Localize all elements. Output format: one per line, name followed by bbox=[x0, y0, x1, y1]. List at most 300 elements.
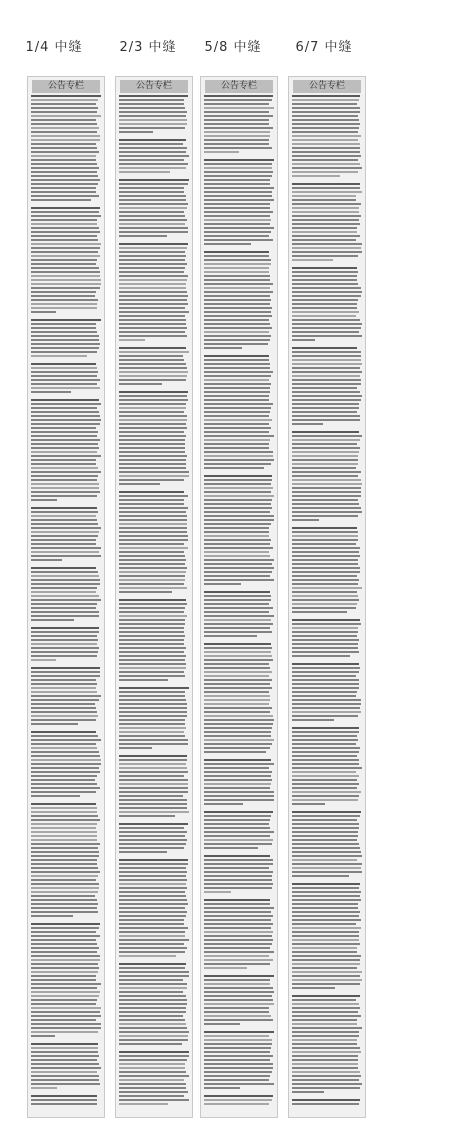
text-line bbox=[204, 391, 270, 393]
text-line bbox=[292, 867, 361, 869]
text-line bbox=[119, 727, 186, 729]
text-line bbox=[292, 959, 360, 961]
text-line bbox=[292, 579, 359, 581]
text-line bbox=[204, 411, 270, 413]
text-line bbox=[292, 243, 362, 245]
text-line bbox=[204, 863, 273, 865]
text-line bbox=[292, 899, 361, 901]
text-line bbox=[119, 527, 187, 529]
text-line bbox=[204, 383, 271, 385]
text-line bbox=[119, 367, 187, 369]
text-line bbox=[292, 99, 359, 101]
text-line bbox=[292, 135, 361, 137]
text-line bbox=[292, 995, 360, 997]
text-line bbox=[292, 763, 359, 765]
text-line bbox=[31, 1023, 101, 1025]
text-line bbox=[31, 195, 99, 197]
text-line bbox=[292, 571, 360, 573]
text-line bbox=[204, 159, 274, 161]
text-line bbox=[31, 759, 101, 761]
text-line bbox=[292, 1083, 362, 1085]
text-line bbox=[31, 991, 100, 993]
text-line bbox=[292, 627, 358, 629]
text-line bbox=[292, 703, 361, 705]
text-line bbox=[204, 431, 269, 433]
paragraph-gap bbox=[292, 1107, 362, 1111]
text-line bbox=[204, 151, 239, 153]
text-line bbox=[292, 907, 358, 909]
text-line bbox=[204, 271, 269, 273]
text-line bbox=[31, 539, 96, 541]
text-line bbox=[31, 883, 99, 885]
text-line bbox=[292, 835, 358, 837]
text-line bbox=[31, 103, 96, 105]
text-line bbox=[204, 963, 270, 965]
text-line bbox=[204, 171, 273, 173]
text-line bbox=[204, 307, 272, 309]
text-line bbox=[31, 419, 101, 421]
text-line bbox=[204, 827, 270, 829]
text-line bbox=[204, 687, 272, 689]
text-line bbox=[119, 379, 186, 381]
text-line bbox=[204, 611, 269, 613]
text-line bbox=[204, 427, 271, 429]
text-line bbox=[31, 363, 96, 365]
text-line bbox=[31, 803, 96, 805]
text-line bbox=[31, 671, 100, 673]
text-line bbox=[119, 419, 187, 421]
text-line bbox=[292, 143, 360, 145]
text-line bbox=[119, 151, 186, 153]
text-line bbox=[292, 947, 357, 949]
text-line bbox=[119, 159, 184, 161]
text-line bbox=[31, 655, 97, 657]
text-line bbox=[204, 1055, 273, 1057]
text-line bbox=[292, 231, 357, 233]
text-line bbox=[204, 983, 270, 985]
text-line bbox=[31, 255, 100, 257]
text-line bbox=[31, 491, 100, 493]
text-line bbox=[31, 495, 97, 497]
text-line bbox=[292, 283, 358, 285]
text-line bbox=[204, 491, 271, 493]
text-line bbox=[204, 327, 272, 329]
text-line bbox=[31, 711, 97, 713]
text-line bbox=[292, 747, 360, 749]
text-line bbox=[292, 923, 356, 925]
text-line bbox=[31, 163, 97, 165]
text-line bbox=[292, 323, 362, 325]
text-line bbox=[292, 131, 358, 133]
column-3-label: 5/8 中缝 bbox=[204, 40, 262, 55]
text-line bbox=[204, 627, 270, 629]
text-line bbox=[204, 643, 271, 645]
text-line bbox=[119, 399, 188, 401]
text-line bbox=[119, 887, 187, 889]
text-line bbox=[31, 375, 97, 377]
text-line bbox=[292, 435, 362, 437]
text-line bbox=[31, 695, 101, 697]
text-line bbox=[119, 839, 187, 841]
text-line bbox=[204, 595, 271, 597]
text-line bbox=[119, 783, 188, 785]
text-line bbox=[31, 1055, 99, 1057]
text-line bbox=[31, 231, 100, 233]
text-line bbox=[31, 859, 97, 861]
text-line bbox=[204, 679, 272, 681]
text-line bbox=[119, 739, 188, 741]
text-line bbox=[31, 123, 97, 125]
text-line bbox=[119, 907, 185, 909]
text-line bbox=[31, 731, 96, 733]
text-line bbox=[31, 947, 99, 949]
text-line bbox=[31, 519, 97, 521]
text-line bbox=[292, 695, 356, 697]
text-line bbox=[204, 867, 269, 869]
text-line bbox=[204, 1007, 269, 1009]
text-line bbox=[31, 439, 100, 441]
text-line bbox=[204, 535, 269, 537]
text-line bbox=[119, 1011, 186, 1013]
text-line bbox=[119, 1023, 186, 1025]
text-line bbox=[292, 639, 359, 641]
text-line bbox=[119, 535, 188, 537]
text-line bbox=[204, 1071, 272, 1073]
text-line bbox=[292, 939, 359, 941]
text-line bbox=[292, 803, 325, 805]
text-line bbox=[119, 927, 188, 929]
text-line bbox=[119, 559, 186, 561]
text-line bbox=[31, 463, 96, 465]
text-line bbox=[292, 759, 359, 761]
text-line bbox=[204, 111, 269, 113]
text-line bbox=[204, 735, 271, 737]
text-line bbox=[204, 927, 271, 929]
text-line bbox=[292, 767, 362, 769]
text-line bbox=[292, 479, 361, 481]
text-line bbox=[31, 1059, 97, 1061]
text-line bbox=[119, 139, 186, 141]
text-line bbox=[292, 655, 350, 657]
text-line bbox=[204, 747, 270, 749]
text-line bbox=[292, 139, 358, 141]
text-line bbox=[31, 903, 98, 905]
text-line bbox=[204, 839, 273, 841]
text-line bbox=[31, 887, 99, 889]
text-line bbox=[119, 779, 188, 781]
text-line bbox=[31, 739, 101, 741]
text-line bbox=[119, 411, 184, 413]
text-line bbox=[119, 1083, 186, 1085]
text-line bbox=[119, 587, 187, 589]
text-line bbox=[292, 839, 357, 841]
text-line bbox=[204, 211, 273, 213]
text-line bbox=[292, 319, 360, 321]
text-line bbox=[204, 183, 270, 185]
text-line bbox=[204, 359, 269, 361]
text-line bbox=[119, 931, 185, 933]
text-line bbox=[204, 623, 273, 625]
text-line bbox=[292, 699, 361, 701]
text-line bbox=[31, 1007, 101, 1009]
text-line bbox=[119, 647, 186, 649]
text-line bbox=[31, 367, 97, 369]
text-line bbox=[204, 235, 269, 237]
text-line bbox=[119, 119, 187, 121]
text-line bbox=[31, 115, 101, 117]
text-line bbox=[31, 499, 57, 501]
text-line bbox=[204, 995, 272, 997]
text-line bbox=[204, 475, 272, 477]
text-line bbox=[31, 779, 95, 781]
text-line bbox=[31, 323, 96, 325]
text-line bbox=[204, 219, 271, 221]
text-line bbox=[31, 659, 56, 661]
text-line bbox=[119, 979, 183, 981]
text-line bbox=[292, 503, 359, 505]
text-line bbox=[119, 319, 186, 321]
text-line bbox=[119, 1063, 185, 1065]
text-line bbox=[119, 679, 168, 681]
text-line bbox=[204, 1099, 272, 1101]
text-line bbox=[31, 847, 98, 849]
text-line bbox=[292, 259, 333, 261]
text-line bbox=[119, 883, 186, 885]
text-line bbox=[292, 567, 360, 569]
text-line bbox=[119, 767, 187, 769]
text-line bbox=[292, 607, 356, 609]
text-line bbox=[292, 171, 358, 173]
text-line bbox=[31, 95, 101, 97]
text-line bbox=[204, 187, 274, 189]
text-line bbox=[204, 399, 269, 401]
text-line bbox=[119, 615, 187, 617]
text-line bbox=[119, 871, 187, 873]
text-line bbox=[119, 95, 188, 97]
text-line bbox=[292, 687, 359, 689]
text-line bbox=[204, 439, 270, 441]
text-line bbox=[31, 271, 100, 273]
column-1-label: 1/4 中缝 bbox=[25, 40, 83, 55]
text-line bbox=[204, 1067, 273, 1069]
text-line bbox=[119, 827, 184, 829]
text-line bbox=[119, 1087, 186, 1089]
text-line bbox=[31, 615, 99, 617]
text-line bbox=[204, 195, 272, 197]
text-line bbox=[31, 675, 100, 677]
text-line bbox=[204, 299, 271, 301]
text-line bbox=[31, 683, 97, 685]
text-line bbox=[204, 463, 271, 465]
text-line bbox=[31, 951, 97, 953]
text-line bbox=[204, 519, 274, 521]
text-line bbox=[119, 299, 187, 301]
text-line bbox=[31, 879, 96, 881]
text-line bbox=[119, 667, 186, 669]
text-line bbox=[204, 191, 272, 193]
text-line bbox=[204, 899, 270, 901]
text-line bbox=[119, 167, 186, 169]
text-line bbox=[119, 271, 184, 273]
text-line bbox=[119, 499, 184, 501]
text-line bbox=[31, 763, 101, 765]
text-line bbox=[204, 279, 270, 281]
text-line bbox=[119, 347, 186, 349]
text-line bbox=[292, 811, 361, 813]
text-line bbox=[31, 567, 96, 569]
text-line bbox=[204, 831, 274, 833]
text-line bbox=[119, 275, 188, 277]
text-line bbox=[292, 783, 359, 785]
text-line bbox=[119, 759, 187, 761]
text-line bbox=[292, 467, 356, 469]
text-line bbox=[119, 771, 188, 773]
text-line bbox=[204, 207, 270, 209]
text-line bbox=[31, 771, 100, 773]
text-line bbox=[292, 311, 359, 313]
text-line bbox=[31, 275, 100, 277]
text-line bbox=[204, 283, 273, 285]
text-line bbox=[292, 739, 358, 741]
text-line bbox=[31, 915, 73, 917]
text-line bbox=[204, 243, 251, 245]
text-line bbox=[204, 551, 269, 553]
paragraph-gap bbox=[204, 1107, 274, 1111]
text-line bbox=[31, 595, 99, 597]
text-line bbox=[292, 255, 358, 257]
text-line bbox=[292, 223, 360, 225]
text-line bbox=[31, 603, 97, 605]
text-line bbox=[31, 343, 100, 345]
text-line bbox=[292, 987, 335, 989]
text-line bbox=[119, 731, 184, 733]
text-line bbox=[119, 1015, 183, 1017]
text-line bbox=[292, 203, 361, 205]
text-line bbox=[204, 483, 271, 485]
text-line bbox=[119, 383, 162, 385]
text-line bbox=[31, 775, 97, 777]
text-line bbox=[31, 863, 97, 865]
text-line bbox=[204, 259, 271, 261]
text-line bbox=[292, 883, 360, 885]
text-line bbox=[292, 643, 358, 645]
text-line bbox=[292, 683, 359, 685]
text-line bbox=[204, 875, 272, 877]
text-line bbox=[292, 151, 360, 153]
text-line bbox=[31, 443, 98, 445]
text-line bbox=[292, 339, 315, 341]
column-3-5-8 bbox=[200, 76, 278, 1118]
text-line bbox=[119, 483, 160, 485]
text-line bbox=[119, 223, 185, 225]
text-line bbox=[31, 547, 101, 549]
text-line bbox=[119, 1091, 188, 1093]
text-line bbox=[292, 1015, 361, 1017]
text-line bbox=[292, 451, 359, 453]
text-line bbox=[31, 199, 91, 201]
text-line bbox=[292, 951, 357, 953]
text-line bbox=[31, 975, 96, 977]
text-line bbox=[119, 735, 185, 737]
text-line bbox=[292, 123, 360, 125]
text-line bbox=[31, 511, 98, 513]
text-line bbox=[119, 1007, 186, 1009]
text-line bbox=[31, 307, 97, 309]
text-line bbox=[204, 131, 270, 133]
text-line bbox=[292, 375, 360, 377]
text-line bbox=[204, 1075, 270, 1077]
text-line bbox=[31, 931, 96, 933]
text-line bbox=[292, 911, 360, 913]
text-line bbox=[292, 675, 356, 677]
text-line bbox=[31, 855, 99, 857]
text-line bbox=[31, 587, 97, 589]
text-line bbox=[31, 927, 99, 929]
text-line bbox=[31, 259, 97, 261]
text-line bbox=[119, 607, 185, 609]
text-line bbox=[204, 651, 271, 653]
text-line bbox=[31, 555, 101, 557]
text-line bbox=[119, 351, 189, 353]
text-line bbox=[204, 915, 273, 917]
text-line bbox=[292, 391, 360, 393]
text-line bbox=[204, 695, 270, 697]
text-line bbox=[119, 447, 185, 449]
text-line bbox=[204, 255, 269, 257]
text-line bbox=[204, 1079, 269, 1081]
text-line bbox=[119, 443, 185, 445]
column-header: 公告专栏 bbox=[293, 80, 361, 93]
text-line bbox=[119, 451, 185, 453]
text-line bbox=[31, 291, 96, 293]
text-line bbox=[292, 303, 357, 305]
text-line bbox=[292, 271, 358, 273]
text-line bbox=[204, 1003, 274, 1005]
text-line bbox=[292, 1027, 362, 1029]
text-line bbox=[204, 659, 273, 661]
text-line bbox=[204, 199, 274, 201]
text-line bbox=[119, 107, 185, 109]
column-text-body bbox=[292, 95, 362, 1113]
column-2-label: 2/3 中缝 bbox=[119, 40, 177, 55]
text-line bbox=[31, 531, 99, 533]
text-line bbox=[204, 567, 274, 569]
text-line bbox=[204, 1059, 270, 1061]
text-line bbox=[204, 791, 274, 793]
text-line bbox=[119, 163, 188, 165]
text-line bbox=[292, 1087, 360, 1089]
text-line bbox=[119, 943, 184, 945]
text-line bbox=[204, 311, 271, 313]
text-line bbox=[292, 903, 358, 905]
text-line bbox=[119, 335, 187, 337]
text-line bbox=[204, 559, 274, 561]
text-line bbox=[31, 971, 98, 973]
text-line bbox=[204, 843, 272, 845]
text-line bbox=[204, 591, 270, 593]
text-line bbox=[119, 1039, 188, 1041]
text-line bbox=[31, 599, 101, 601]
text-line bbox=[292, 267, 357, 269]
text-line bbox=[292, 575, 357, 577]
text-line bbox=[292, 111, 360, 113]
text-line bbox=[204, 823, 269, 825]
text-line bbox=[31, 747, 97, 749]
text-line bbox=[292, 419, 360, 421]
text-line bbox=[292, 895, 360, 897]
text-line bbox=[204, 447, 269, 449]
text-line bbox=[204, 315, 272, 317]
